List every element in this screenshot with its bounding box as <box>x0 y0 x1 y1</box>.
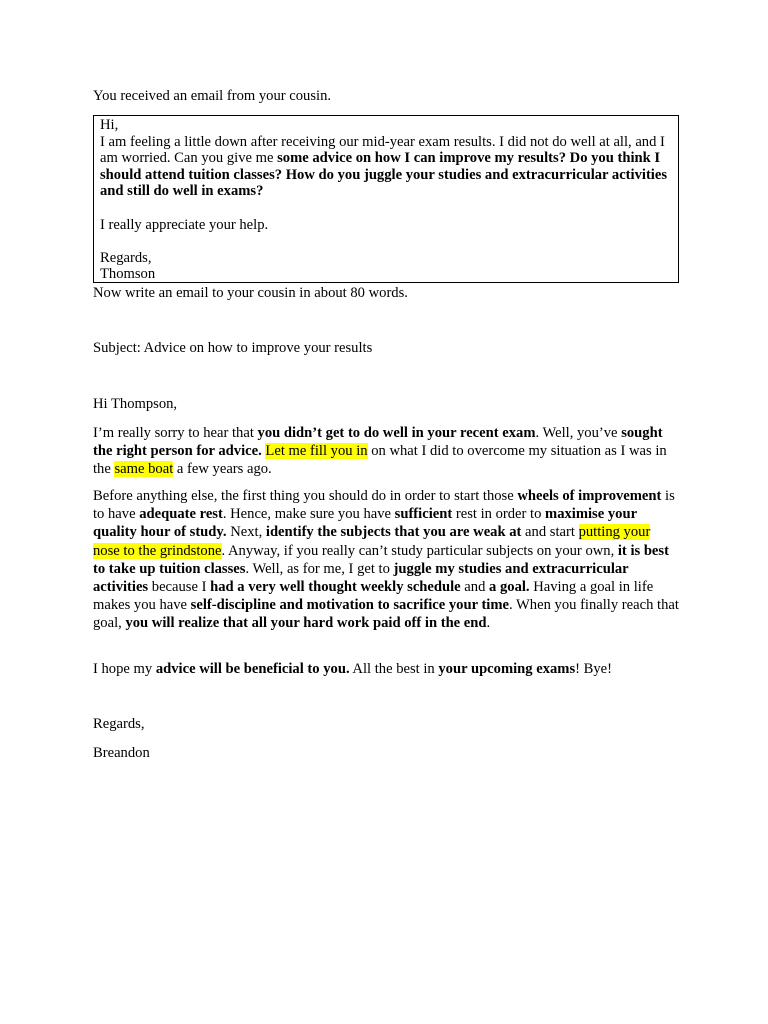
reply-paragraph-2: Before anything else, the first thing you should do in order to start those wheels of improvement is to have adequate rest. Hence, make sure you have sufficient rest in order to maximise your quality hour of study. Next, identify the subjects that you are weak at and start putting your nose to the grindstone. Anyway, if you really can’t study particular subjects on your own, it is best to take up tuition classes. Well, as for me, I get to juggle my studies and extracurricular activities because I had a very well thought weekly schedule and a goal. Having a goal in life makes you have self-discipline and motivation to sacrifice your time. When you finally reach that goal, you will realize that all your hard work paid off in the end. <box>93 488 679 632</box>
intro-text: You received an email from your cousin. <box>93 88 332 104</box>
reply-salutation: Hi Thompson, <box>93 396 178 412</box>
reply-signature: Breandon <box>93 745 150 761</box>
instruction-text: Now write an email to your cousin in about 80 words. <box>93 285 408 301</box>
cousin-email-box <box>93 115 679 283</box>
reply-paragraph-1: I’m really sorry to hear that you didn’t get to do well in your recent exam. Well, you’ve sought the right person for advice. Let me fill you in on what I did to overcome my situation as I was in the same boat a few years ago. <box>93 425 667 478</box>
highlight-phrase: same boat <box>114 461 174 478</box>
reply-paragraph-3: I hope my advice will be beneficial to you. All the best in your upcoming exams! Bye! <box>93 661 613 677</box>
reply-closing: Regards, <box>93 716 145 732</box>
subject-line: Subject: Advice on how to improve your results <box>93 340 373 356</box>
email-body <box>100 134 672 200</box>
email-regards: Regards, <box>100 249 152 266</box>
email-body-bold: some advice on how I can improve my results? Do you think I should attend tuition classes? How do you juggle your studies and extracurricular activities and still do well in exams? <box>100 150 668 200</box>
email-body-text: I am feeling a little down after receiving our mid-year exam results. I did not do well at all, and I am worried. Can you give me <box>100 133 665 167</box>
highlight-phrase: putting your nose to the grindstone <box>93 524 651 559</box>
email-greeting: Hi, <box>100 117 119 133</box>
email-sender-name: Thomson <box>100 266 156 283</box>
highlight-phrase: Let me fill you in <box>265 443 368 460</box>
email-thanks: I really appreciate your help. <box>100 216 269 233</box>
